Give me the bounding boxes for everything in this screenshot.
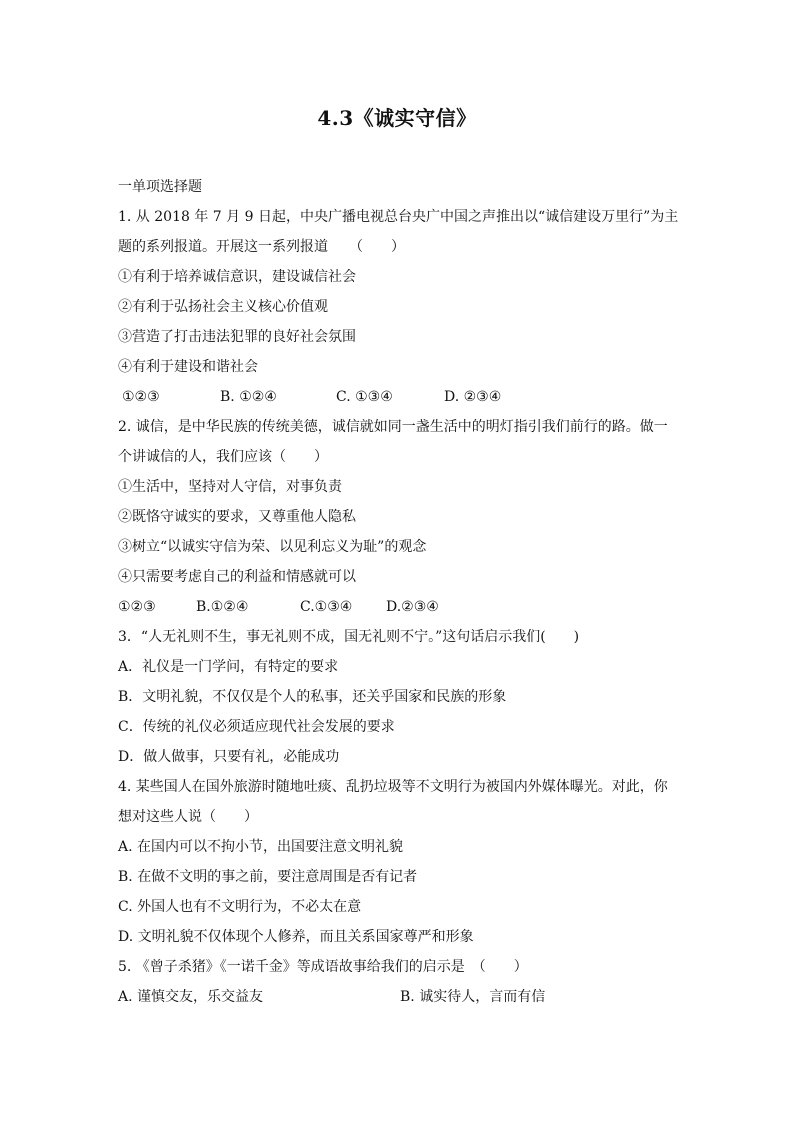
question-1-item: ④有利于建设和谐社会 — [118, 359, 258, 375]
question-4-option-b: B. 在做不文明的事之前，要注意周围是否有记者 — [118, 869, 418, 885]
question-4-text-line-2: 想对这些人说（ ） — [118, 809, 258, 825]
question-3-option-b: B．文明礼貌，不仅仅是个人的私事，还关乎国家和民族的形象 — [118, 689, 507, 705]
question-4-text-line-1: 4. 某些国人在国外旅游时随地吐痰、乱扔垃圾等不文明行为被国内外媒体曝光。对此，你 — [118, 779, 668, 795]
question-2-text-line-2: 个讲诚信的人，我们应该（ ） — [118, 449, 328, 465]
question-5-text: 5. 《曾子杀猪》《一诺千金》等成语故事给我们的启示是 （ ） — [118, 959, 528, 975]
question-2-text-line-1: 2. 诚信，是中华民族的传统美德，诚信就如同一盏生活中的明灯指引我们前行的路。做一 — [118, 419, 668, 435]
question-1-text-line-1: 1. 从 2018 年 7 月 9 日起，中央广播电视总台央广中国之声推出以“诚信建设万里行”为主 — [118, 209, 679, 225]
question-1-option-a: ①②③ — [122, 389, 160, 405]
question-1-text-line-2: 题的系列报道。开展这一系列报道 （ ） — [118, 239, 405, 255]
section-heading: 一单项选择题 — [118, 179, 202, 195]
question-1-option-d: D. ②③④ — [444, 389, 502, 405]
question-2-option-a: ①②③ — [118, 599, 156, 615]
question-1-item: ①有利于培养诚信意识，建设诚信社会 — [118, 269, 356, 285]
question-3-option-c: C．传统的礼仪必须适应现代社会发展的要求 — [118, 719, 395, 735]
question-2-item: ④只需要考虑自己的利益和情感就可以 — [118, 569, 356, 585]
document-title: 4.3《诚实守信》 — [317, 106, 477, 130]
question-2-option-b: B.①②④ — [196, 599, 249, 615]
question-3-option-a: A．礼仪是一门学问，有特定的要求 — [118, 659, 339, 675]
document-content — [118, 172, 683, 1012]
question-2-item: ③树立“以诚实守信为荣、以见利忘义为耻”的观念 — [118, 539, 427, 555]
question-1-options — [118, 382, 683, 412]
question-2-options — [118, 592, 683, 622]
question-2-option-d: D.②③④ — [386, 599, 439, 615]
question-1-item: ③营造了打击违法犯罪的良好社会氛围 — [118, 329, 356, 345]
question-2-option-c: C.①③④ — [300, 599, 353, 615]
question-2-item: ②既恪守诚实的要求，又尊重他人隐私 — [118, 509, 356, 525]
question-1-option-c: C. ①③④ — [336, 389, 393, 405]
question-3-option-d: D．做人做事，只要有礼，必能成功 — [118, 749, 340, 765]
question-4-option-d: D. 文明礼貌不仅体现个人修养，而且关系国家尊严和形象 — [118, 929, 474, 945]
question-1-item: ②有利于弘扬社会主义核心价值观 — [118, 299, 328, 315]
question-5-option-a: A. 谨慎交友，乐交益友 — [118, 989, 264, 1005]
question-5-option-b: B. 诚实待人，言而有信 — [400, 989, 546, 1005]
question-4-option-c: C. 外国人也有不文明行为，不必太在意 — [118, 899, 362, 915]
question-2-item: ①生活中，坚持对人守信，对事负责 — [118, 479, 342, 495]
question-3-text: 3．“人无礼则不生，事无礼则不成，国无礼则不宁。”这句话启示我们( ) — [118, 629, 580, 645]
question-5-options — [118, 982, 683, 1012]
question-1-option-b: B. ①②④ — [220, 389, 277, 405]
question-4-option-a: A. 在国内可以不拘小节，出国要注意文明礼貌 — [118, 839, 404, 855]
